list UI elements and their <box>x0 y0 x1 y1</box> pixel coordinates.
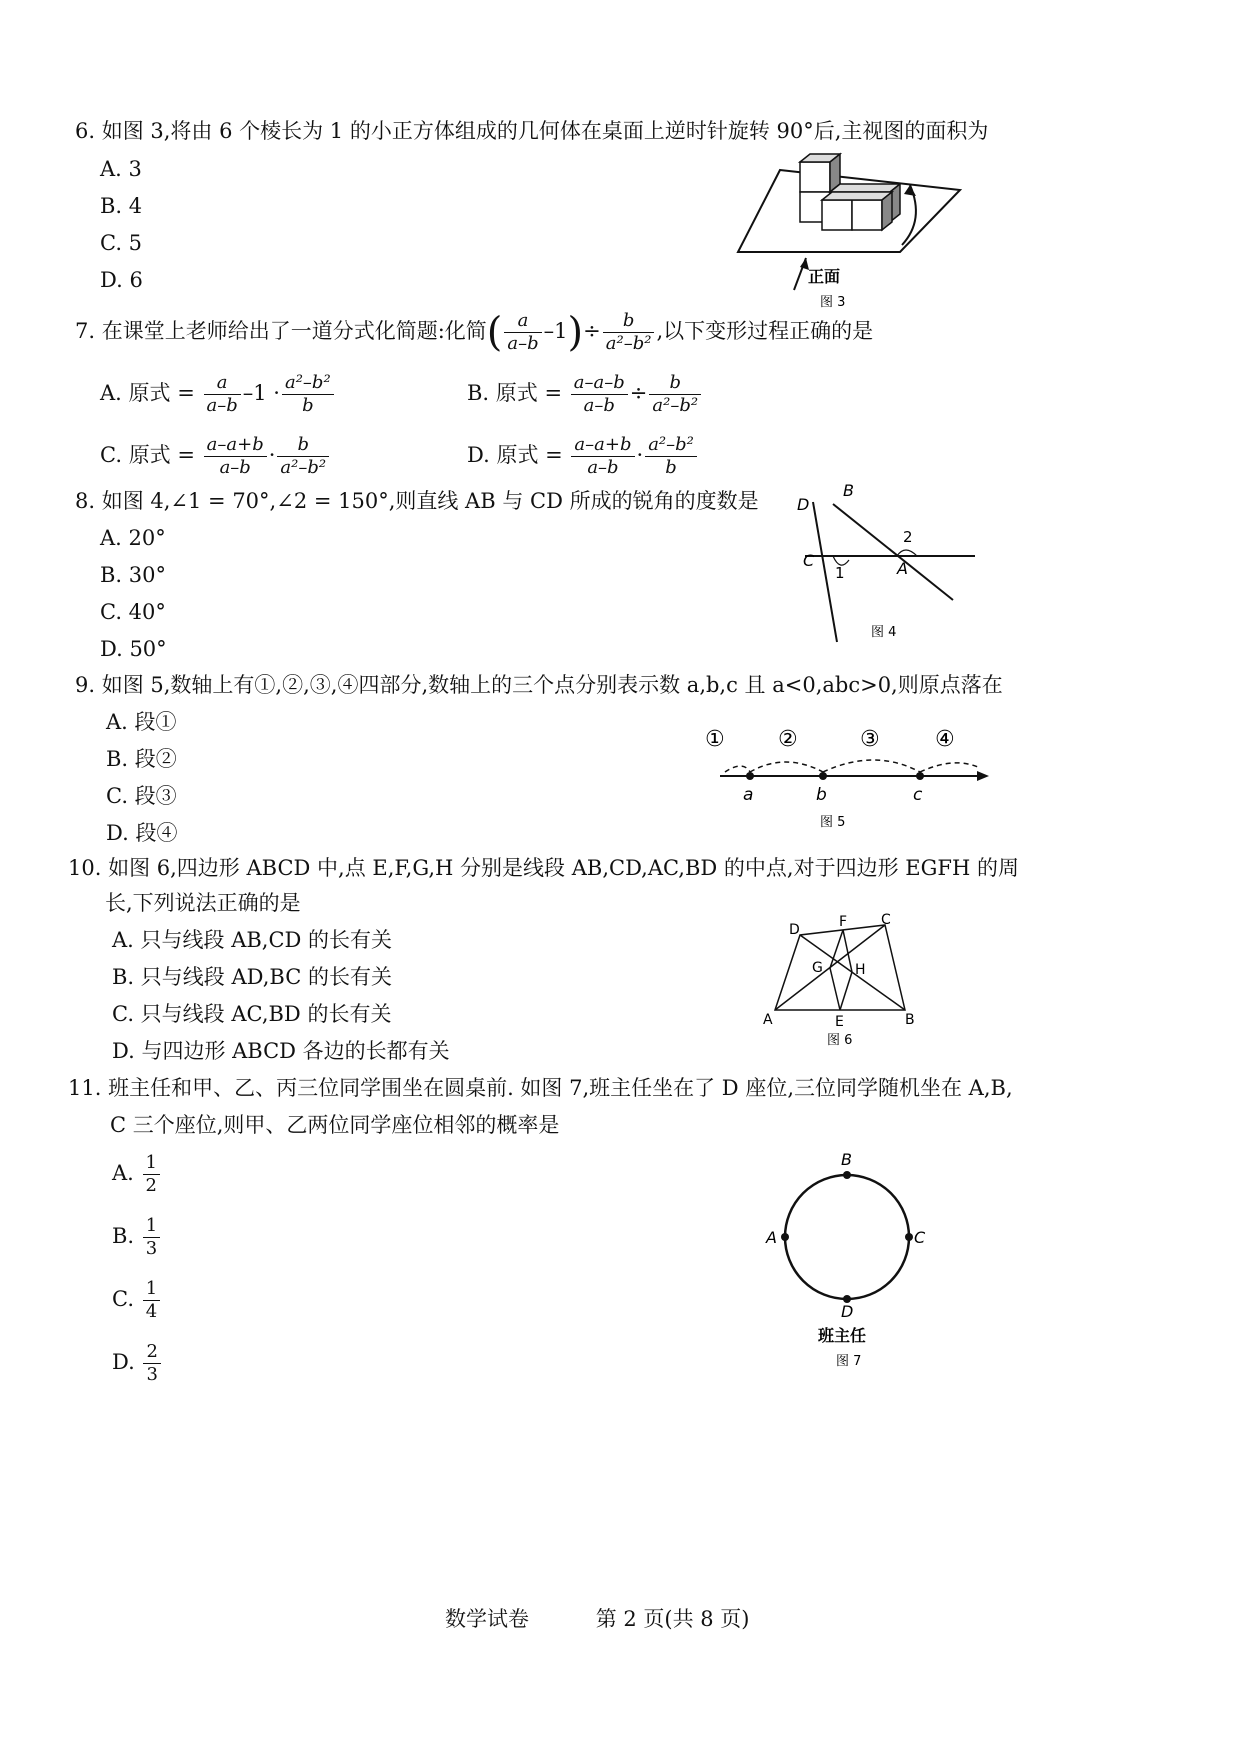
q10-option-d: D. 与四边形 ABCD 各边的长都有关 <box>112 1039 450 1063</box>
q11-b-den: 3 <box>143 1237 160 1260</box>
fig5-point-a: a <box>743 785 754 805</box>
fig7-seat-a: A <box>766 1228 777 1247</box>
q7-a-f2-num: a²–b² <box>284 372 331 393</box>
q7-stem-f1-num: a <box>517 310 529 331</box>
fig5-caption: 图 5 <box>820 815 846 830</box>
q6-stem: 6. 如图 3,将由 6 个棱长为 1 的小正方体组成的几何体在桌面上逆时针旋转 90°后,主视图的面积为 <box>75 119 989 143</box>
q7-a-lead: 原式 = <box>128 381 195 405</box>
fig7-seat-d: D <box>841 1302 854 1321</box>
fig6-label-a: A <box>763 1012 773 1028</box>
q7-option-b <box>467 372 703 417</box>
fig6-label-h: H <box>855 962 866 978</box>
q7-option-d <box>467 434 699 479</box>
q11-d-den: 3 <box>143 1363 160 1386</box>
figure-5-number-line <box>705 720 995 835</box>
q11-c-num: 1 <box>145 1278 158 1299</box>
q7-b-label: B. <box>467 381 490 405</box>
fig4-label-b: B <box>843 481 854 500</box>
q6-option-a: A. 3 <box>100 157 142 181</box>
q11-option-b <box>112 1215 162 1260</box>
q10-stem-line1: 10. 如图 6,四边形 ABCD 中,点 E,F,G,H 分别是线段 AB,CD,AC,BD 的中点,对于四边形 EGFH 的周 <box>68 856 1019 880</box>
q11-option-d <box>112 1341 163 1386</box>
q11-a-num: 1 <box>145 1152 157 1173</box>
fig6-label-c: C <box>881 912 891 928</box>
q10-option-c: C. 只与线段 AC,BD 的长有关 <box>112 1002 392 1026</box>
q7-c-lead: 原式 = <box>128 443 195 467</box>
q7-d-label: D. <box>467 443 490 467</box>
fig5-segment-1: ① <box>705 727 725 752</box>
page-footer <box>445 1603 810 1633</box>
footer-page-number: 第 2 页(共 8 页) <box>595 1607 750 1631</box>
q6-option-b: B. 4 <box>100 194 143 218</box>
q7-a-f1-den: a–b <box>204 394 241 417</box>
q11-d-label: D. <box>112 1350 135 1374</box>
q7-stem-prefix: 7. 在课堂上老师给出了一道分式化简题:化简 <box>75 319 487 343</box>
fig6-label-e: E <box>835 1014 844 1030</box>
fig4-angle-1: 1 <box>835 564 845 582</box>
q11-d-num: 2 <box>146 1341 158 1362</box>
q6-option-c: C. 5 <box>100 231 143 255</box>
q7-option-c <box>100 434 331 479</box>
q9-option-d: D. 段④ <box>106 821 178 845</box>
q7-stem-minus-one: –1 <box>543 319 568 343</box>
q9-option-c: C. 段③ <box>106 784 177 808</box>
figure-6-quadrilateral <box>755 910 930 1050</box>
q7-c-f2-num: b <box>297 434 310 455</box>
fig7-caption: 图 7 <box>836 1354 862 1369</box>
fig5-segment-2: ② <box>778 727 798 752</box>
figure-7-round-table <box>760 1145 940 1375</box>
q7-a-f1-num: a <box>216 372 228 393</box>
q10-stem-line2: 长,下列说法正确的是 <box>105 891 301 915</box>
q7-a-mid: –1 · <box>242 381 280 405</box>
q7-d-mid: · <box>636 443 644 467</box>
q8-option-d: D. 50° <box>100 637 167 661</box>
q11-stem-line1: 11. 班主任和甲、乙、丙三位同学围坐在圆桌前. 如图 7,班主任坐在了 D 座位,三位同学随机坐在 A,B, <box>68 1076 1013 1100</box>
q6-option-d: D. 6 <box>100 268 143 292</box>
q7-b-f1-num: a–a–b <box>573 372 625 393</box>
q11-a-label: A. <box>112 1161 134 1185</box>
fig4-label-c: C <box>803 551 815 570</box>
q7-b-lead: 原式 = <box>495 381 563 405</box>
q7-stem: 7. 在课堂上老师给出了一道分式化简题:化简( $\frac{a}{a-b}$ –1)÷ $\frac{b}{\text{a²–b²}}$ ,以下变形过程正确的是 <box>75 309 874 356</box>
fig5-segment-4: ④ <box>935 727 955 752</box>
q11-option-c <box>112 1278 162 1323</box>
q8-option-a: A. 20° <box>100 526 166 550</box>
fig5-segment-3: ③ <box>860 727 880 752</box>
fig6-label-g: G <box>812 960 823 976</box>
q7-stem-f1-den: a–b <box>504 332 541 355</box>
fig6-label-f: F <box>839 914 848 930</box>
q11-b-label: B. <box>112 1224 135 1248</box>
q10-option-b: B. 只与线段 AD,BC 的长有关 <box>112 965 392 989</box>
q7-option-a <box>100 372 336 417</box>
footer-subject: 数学试卷 <box>445 1607 529 1631</box>
fig7-seat-b: B <box>841 1150 852 1169</box>
fig6-label-d: D <box>789 922 800 938</box>
fig7-seat-c: C <box>914 1228 926 1247</box>
q10-option-a: A. 只与线段 AB,CD 的长有关 <box>112 928 393 952</box>
q7-d-f1-num: a–a+b <box>574 434 632 455</box>
q11-c-label: C. <box>112 1287 134 1311</box>
fig3-caption: 图 3 <box>820 295 846 310</box>
q7-d-f2-den: b <box>645 456 697 479</box>
fig6-label-b: B <box>905 1012 915 1028</box>
q11-b-num: 1 <box>145 1215 158 1236</box>
figure-4-lines <box>785 480 985 650</box>
fig4-label-a: A <box>897 559 908 578</box>
q7-d-f2-num: a²–b² <box>648 434 694 455</box>
q7-c-f1-num: a–a+b <box>206 434 264 455</box>
q7-b-mid: ÷ <box>629 381 648 405</box>
q9-option-a: A. 段① <box>106 710 177 734</box>
fig3-front-label: 正面 <box>808 267 841 286</box>
q7-d-lead: 原式 = <box>496 443 563 467</box>
fig5-point-c: c <box>913 785 923 805</box>
q9-stem: 9. 如图 5,数轴上有①,②,③,④四部分,数轴上的三个点分别表示数 a,b,c 且 a<0,abc>0,则原点落在 <box>75 673 1003 697</box>
q7-stem-f2-den: a²–b² <box>603 332 655 355</box>
q11-option-a <box>112 1152 162 1197</box>
q8-option-c: C. 40° <box>100 600 166 624</box>
q7-c-f1-den: a–b <box>204 456 267 479</box>
fig6-caption: 图 6 <box>827 1033 853 1048</box>
q7-b-f2-den: a²–b² <box>649 394 701 417</box>
q7-stem-f2-num: b <box>622 310 635 331</box>
fig7-teacher-label: 班主任 <box>818 1326 867 1345</box>
q11-stem-line2: C 三个座位,则甲、乙两位同学座位相邻的概率是 <box>110 1113 560 1137</box>
q7-c-mid: · <box>268 443 276 467</box>
q8-option-b: B. 30° <box>100 563 167 587</box>
q7-a-label: A. <box>100 381 122 405</box>
fig5-point-b: b <box>816 785 827 805</box>
q7-b-f2-num: b <box>669 372 681 393</box>
q7-stem-suffix: ,以下变形过程正确的是 <box>656 319 874 343</box>
q7-b-f1-den: a–b <box>571 394 628 417</box>
fig4-caption: 图 4 <box>871 625 897 640</box>
q7-d-f1-den: a–b <box>571 456 634 479</box>
q8-stem: 8. 如图 4,∠1 = 70°,∠2 = 150°,则直线 AB 与 CD 所成的锐角的度数是 <box>75 489 759 513</box>
q11-a-den: 2 <box>143 1174 160 1197</box>
q7-stem-div: ÷ <box>583 319 601 343</box>
figure-3-cubes <box>730 150 970 315</box>
fig4-angle-2: 2 <box>903 528 913 546</box>
q7-c-f2-den: a²–b² <box>277 456 329 479</box>
q7-c-label: C. <box>100 443 122 467</box>
q7-a-f2-den: b <box>282 394 334 417</box>
q11-c-den: 4 <box>143 1300 160 1323</box>
fig4-label-d: D <box>797 495 810 514</box>
q9-option-b: B. 段② <box>106 747 177 771</box>
